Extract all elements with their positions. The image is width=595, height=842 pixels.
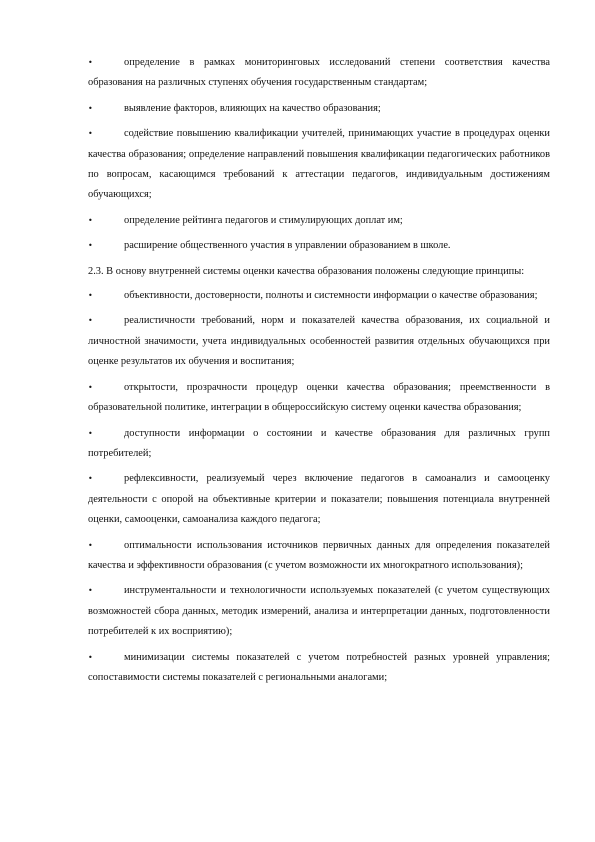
bullet-icon: •	[88, 428, 93, 438]
list-item-text: доступности информации о состоянии и качестве образования для различных групп потребителей;	[88, 427, 550, 459]
bullet-icon: •	[88, 652, 93, 662]
list-item	[88, 211, 550, 231]
list-item	[88, 469, 550, 530]
bullet-icon: •	[88, 474, 93, 484]
bullet-icon: •	[88, 129, 93, 139]
list-item	[88, 311, 550, 372]
list-item-text: рефлексивности, реализуемый через включение педагогов в самоанализ и самооценку деятельности с опорой на объективные критерии и показатели; повышения потенциала внутренней оценки, самооценки, самоанализа каждого педагога;	[88, 473, 550, 526]
bullet-icon: •	[88, 540, 93, 550]
bullet-icon: •	[88, 586, 93, 596]
list-item-text: реалистичности требований, норм и показателей качества образования, их социальной и личностной значимости, учета индивидуальных особенностей развития отдельных обучающихся при оценке результатов их обучения и воспитания;	[88, 315, 550, 368]
list-item	[88, 424, 550, 465]
bullet-icon: •	[88, 58, 93, 67]
list-item-text: расширение общественного участия в управлении образованием в школе.	[124, 240, 451, 252]
list-item	[88, 236, 550, 256]
list-item	[88, 536, 550, 577]
bullet-icon: •	[88, 291, 93, 301]
document-body	[88, 53, 550, 693]
list-item-text: объективности, достоверности, полноты и системности информации о качестве образования;	[124, 290, 538, 302]
list-item	[88, 378, 550, 419]
list-item	[88, 581, 550, 642]
bullet-icon: •	[88, 316, 93, 326]
list-item-text: выявление факторов, влияющих на качество образования;	[124, 102, 381, 114]
list-item-text: определение рейтинга педагогов и стимулирующих доплат им;	[124, 214, 403, 226]
list-item-text: содействие повышению квалификации учителей, принимающих участие в процедурах оценки качества образования; определение направлений повышения квалификации педагогических работников по вопросам, касающимся требований к аттестации педагогов, индивидуальным достижениям обучающихся;	[88, 128, 550, 201]
list-item-text: определение в рамках мониторинговых исследований степени соответствия качества образования на различных ступенях обучения государственным стандартам;	[88, 57, 550, 89]
bullet-icon: •	[88, 382, 93, 392]
list-item	[88, 99, 550, 119]
list-item	[88, 53, 550, 94]
bullet-icon: •	[88, 215, 93, 225]
list-item	[88, 286, 550, 306]
list-item	[88, 124, 550, 206]
section-heading: 2.3. В основу внутренней системы оценки качества образования положены следующие принципы:	[88, 265, 525, 277]
list-item-text: открытости, прозрачности процедур оценки качества образования; преемственности в образовательной политике, интеграции в общероссийскую систему оценки качества образования;	[88, 381, 550, 414]
list-item-text: минимизации системы показателей с учетом потребностей разных уровней управления; сопоставимости системы показателей с региональными аналогами;	[88, 651, 550, 683]
list-item-text: оптимальности использования источников первичных данных для определения показателей качества и эффективности образования (с учетом возможности их многократного использования);	[88, 539, 550, 571]
bullet-icon: •	[88, 241, 93, 251]
list-item-text: инструментальности и технологичности используемых показателей (с учетом существующих возможностей сбора данных, методик измерений, анализа и интерпретации данных, подготовленности потребителей к их восприятию);	[88, 585, 550, 638]
list-item	[88, 648, 550, 689]
bullet-icon: •	[88, 103, 93, 113]
